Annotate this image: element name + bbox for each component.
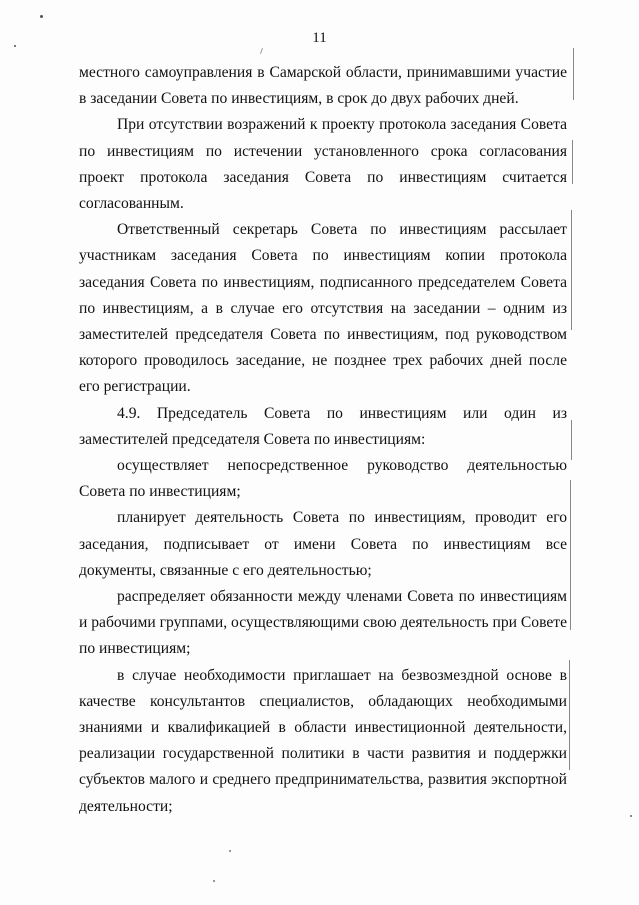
paragraph-duty-distribution: распределяет обязанности между членами Совета по инвестициям и рабочими группами, осуществляющими свою деятельность при Совете по инвестициям; xyxy=(79,588,567,658)
paragraph-continuation: местного самоуправления в Самарской области, принимавшими участие в заседании Совета по инвестициям, в срок до двух рабочих дней. xyxy=(79,64,567,108)
scan-dust-dot xyxy=(213,880,215,882)
scan-dust-dot xyxy=(229,850,231,852)
scan-dust-dot xyxy=(630,815,632,817)
paragraph-duty-planning: планирует деятельность Совета по инвестициям, проводит его заседания, подписывает от имени Совета по инвестициям все документы, связанные с его деятельностью; xyxy=(79,509,567,579)
scan-margin-line xyxy=(573,48,574,100)
paragraph-clause-4-9: 4.9. Председатель Совета по инвестициям или один из заместителей председателя Совета по инвестициям: xyxy=(79,404,567,448)
paragraph-duty-consultants: в случае необходимости приглашает на безвозмездной основе в качестве консультантов специалистов, обладающих необходимыми знаниями и квалификацией в области инвестиционной деятельности, реализации государственной политики в части развития и поддержки субъектов малого и среднего предпринимательства, развития экспортной деятельности; xyxy=(79,666,567,815)
scan-dust-dot xyxy=(14,45,16,47)
scan-margin-line xyxy=(572,140,573,184)
page-number: 11 xyxy=(312,30,327,46)
scan-margin-line xyxy=(570,480,571,630)
scan-margin-line xyxy=(571,420,572,460)
scan-dust-dot xyxy=(260,48,263,54)
body-text xyxy=(79,60,567,820)
paragraph-duty-leadership: осуществляет непосредственное руководство деятельностью Совета по инвестициям; xyxy=(79,457,567,501)
scan-dust-dot xyxy=(40,15,43,18)
scan-margin-line xyxy=(571,210,572,330)
scan-margin-line xyxy=(569,660,570,770)
paragraph-protocol-approval: При отсутствии возражений к проекту протокола заседания Совета по инвестициям по истечении установленного срока согласования проект протокола заседания Совета по инвестициям считается согласованным. xyxy=(79,116,567,213)
paragraph-protocol-distribution: Ответственный секретарь Совета по инвестициям рассылает участникам заседания Совета по инвестициям копии протокола заседания Совета по инвестициям, подписанного председателем Совета по инвестициям, а в случае его отсутствия на заседании – одним из заместителей председателя Совета по инвестициям, под руководством которого проводилось заседание, не позднее трех рабочих дней после его регистрации. xyxy=(79,221,567,396)
